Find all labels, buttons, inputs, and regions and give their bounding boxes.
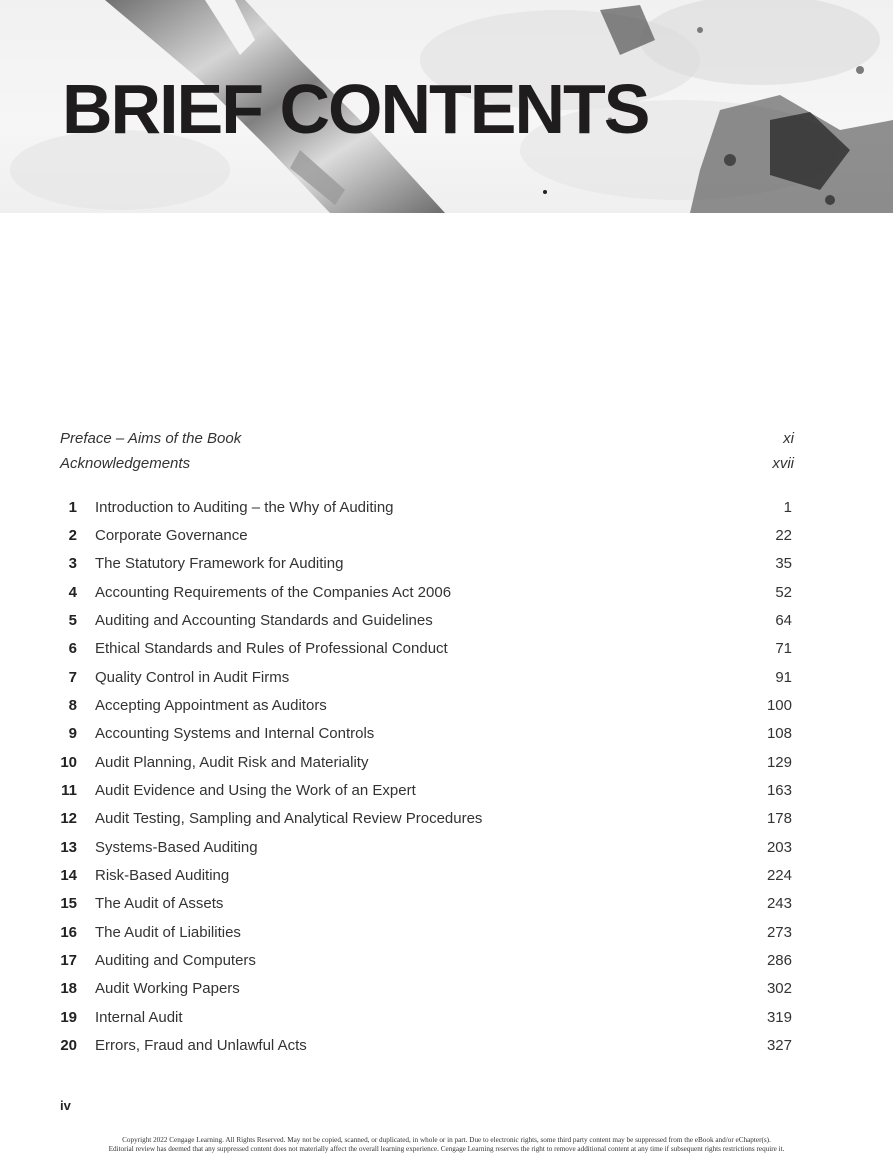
toc-entry[interactable] xyxy=(0,754,893,776)
chapter-page: 302 xyxy=(766,980,792,997)
toc-entry[interactable] xyxy=(0,980,893,1002)
chapter-page: 22 xyxy=(775,527,792,544)
chapter-title: Errors, Fraud and Unlawful Acts xyxy=(95,1037,307,1054)
chapter-title: The Audit of Liabilities xyxy=(95,924,241,941)
chapter-number: 19 xyxy=(60,1009,77,1026)
chapter-title: Audit Testing, Sampling and Analytical Review Procedures xyxy=(95,810,483,827)
toc-entry[interactable] xyxy=(0,782,893,804)
chapter-title: Introduction to Auditing – the Why of Auditing xyxy=(95,499,394,516)
chapter-number: 1 xyxy=(68,499,77,516)
toc-entry[interactable] xyxy=(0,499,893,521)
page-title: BRIEF CONTENTS xyxy=(62,70,649,148)
chapter-title: Internal Audit xyxy=(95,1009,183,1026)
chapter-number: 5 xyxy=(68,612,77,629)
chapter-title: Systems-Based Auditing xyxy=(95,839,258,856)
front-matter-title: Acknowledgements xyxy=(60,455,191,472)
chapter-number: 12 xyxy=(60,810,77,827)
chapter-number: 4 xyxy=(68,584,77,601)
chapter-page: 243 xyxy=(766,895,792,912)
toc-entry[interactable] xyxy=(0,584,893,606)
chapter-title: Accounting Systems and Internal Controls xyxy=(95,725,375,742)
toc-entry[interactable] xyxy=(0,867,893,889)
chapter-title: Accounting Requirements of the Companies Act 2006 xyxy=(95,584,452,601)
header-banner xyxy=(0,0,893,213)
chapter-page: 91 xyxy=(775,669,792,686)
chapter-title: Corporate Governance xyxy=(95,527,248,544)
toc-entry[interactable] xyxy=(0,555,893,577)
chapter-title: Audit Planning, Audit Risk and Materiality xyxy=(95,754,369,771)
chapter-page: 273 xyxy=(766,924,792,941)
front-matter-item[interactable] xyxy=(60,430,794,447)
chapter-page: 71 xyxy=(775,640,792,657)
chapter-page: 108 xyxy=(766,725,792,742)
toc-entry[interactable] xyxy=(0,924,893,946)
chapter-page: 129 xyxy=(766,754,792,771)
chapter-page: 286 xyxy=(766,952,792,969)
toc-entry[interactable] xyxy=(0,527,893,549)
chapter-page: 319 xyxy=(766,1009,792,1026)
chapter-number: 3 xyxy=(68,555,77,572)
chapter-number: 7 xyxy=(68,669,77,686)
chapter-title: Audit Working Papers xyxy=(95,980,240,997)
chapter-page: 52 xyxy=(775,584,792,601)
toc-entry[interactable] xyxy=(0,669,893,691)
chapter-page: 35 xyxy=(775,555,792,572)
chapter-page: 203 xyxy=(766,839,792,856)
front-matter-page: xvii xyxy=(772,455,794,472)
copyright-line: Editorial review has deemed that any suppressed content does not materially affect the overall learning experience. Cengage Learning reserves the right to remove additional content at any time if subsequent rights restrictions require it. xyxy=(108,1145,785,1154)
page-folio: iv xyxy=(60,1098,71,1113)
toc-entry[interactable] xyxy=(0,839,893,861)
chapter-number: 6 xyxy=(68,640,77,657)
copyright-notice xyxy=(0,1136,893,1155)
chapter-number: 20 xyxy=(60,1037,77,1054)
chapter-number: 16 xyxy=(60,924,77,941)
toc-entry[interactable] xyxy=(0,697,893,719)
chapter-number: 9 xyxy=(68,725,77,742)
chapter-title: Audit Evidence and Using the Work of an Expert xyxy=(95,782,416,799)
chapter-number: 15 xyxy=(60,895,77,912)
chapter-number: 8 xyxy=(68,697,77,714)
chapter-number: 11 xyxy=(61,782,77,799)
chapter-number: 18 xyxy=(60,980,77,997)
toc-entry[interactable] xyxy=(0,952,893,974)
chapter-page: 100 xyxy=(766,697,792,714)
chapter-page: 1 xyxy=(783,499,792,516)
toc-entry[interactable] xyxy=(0,725,893,747)
chapter-number: 10 xyxy=(60,754,77,771)
copyright-line: Copyright 2022 Cengage Learning. All Rights Reserved. May not be copied, scanned, or duplicated, in whole or in part. Due to electronic rights, some third party content may be suppressed from the eBook and/or eChapter(s). xyxy=(122,1136,771,1144)
front-matter-page: xi xyxy=(783,430,794,447)
chapter-number: 14 xyxy=(60,867,77,884)
chapter-title: Accepting Appointment as Auditors xyxy=(95,697,327,714)
chapter-page: 224 xyxy=(766,867,792,884)
toc-entry[interactable] xyxy=(0,1037,893,1059)
chapter-title: The Audit of Assets xyxy=(95,895,224,912)
chapter-page: 327 xyxy=(766,1037,792,1054)
toc-entry[interactable] xyxy=(0,895,893,917)
chapter-page: 163 xyxy=(766,782,792,799)
toc-entry[interactable] xyxy=(0,810,893,832)
chapter-title: Ethical Standards and Rules of Professional Conduct xyxy=(95,640,448,657)
chapter-title: Auditing and Computers xyxy=(95,952,256,969)
toc-entry[interactable] xyxy=(0,640,893,662)
toc-entry[interactable] xyxy=(0,612,893,634)
front-matter-item[interactable] xyxy=(60,455,794,472)
chapter-number: 13 xyxy=(60,839,77,856)
chapter-title: Auditing and Accounting Standards and Guidelines xyxy=(95,612,433,629)
chapter-title: The Statutory Framework for Auditing xyxy=(95,555,344,572)
chapter-number: 17 xyxy=(60,952,77,969)
chapter-title: Quality Control in Audit Firms xyxy=(95,669,290,686)
chapter-title: Risk-Based Auditing xyxy=(95,867,230,884)
chapter-page: 64 xyxy=(775,612,792,629)
chapter-number: 2 xyxy=(68,527,77,544)
front-matter-title: Preface – Aims of the Book xyxy=(60,430,242,447)
chapter-page: 178 xyxy=(766,810,792,827)
toc-entry[interactable] xyxy=(0,1009,893,1031)
